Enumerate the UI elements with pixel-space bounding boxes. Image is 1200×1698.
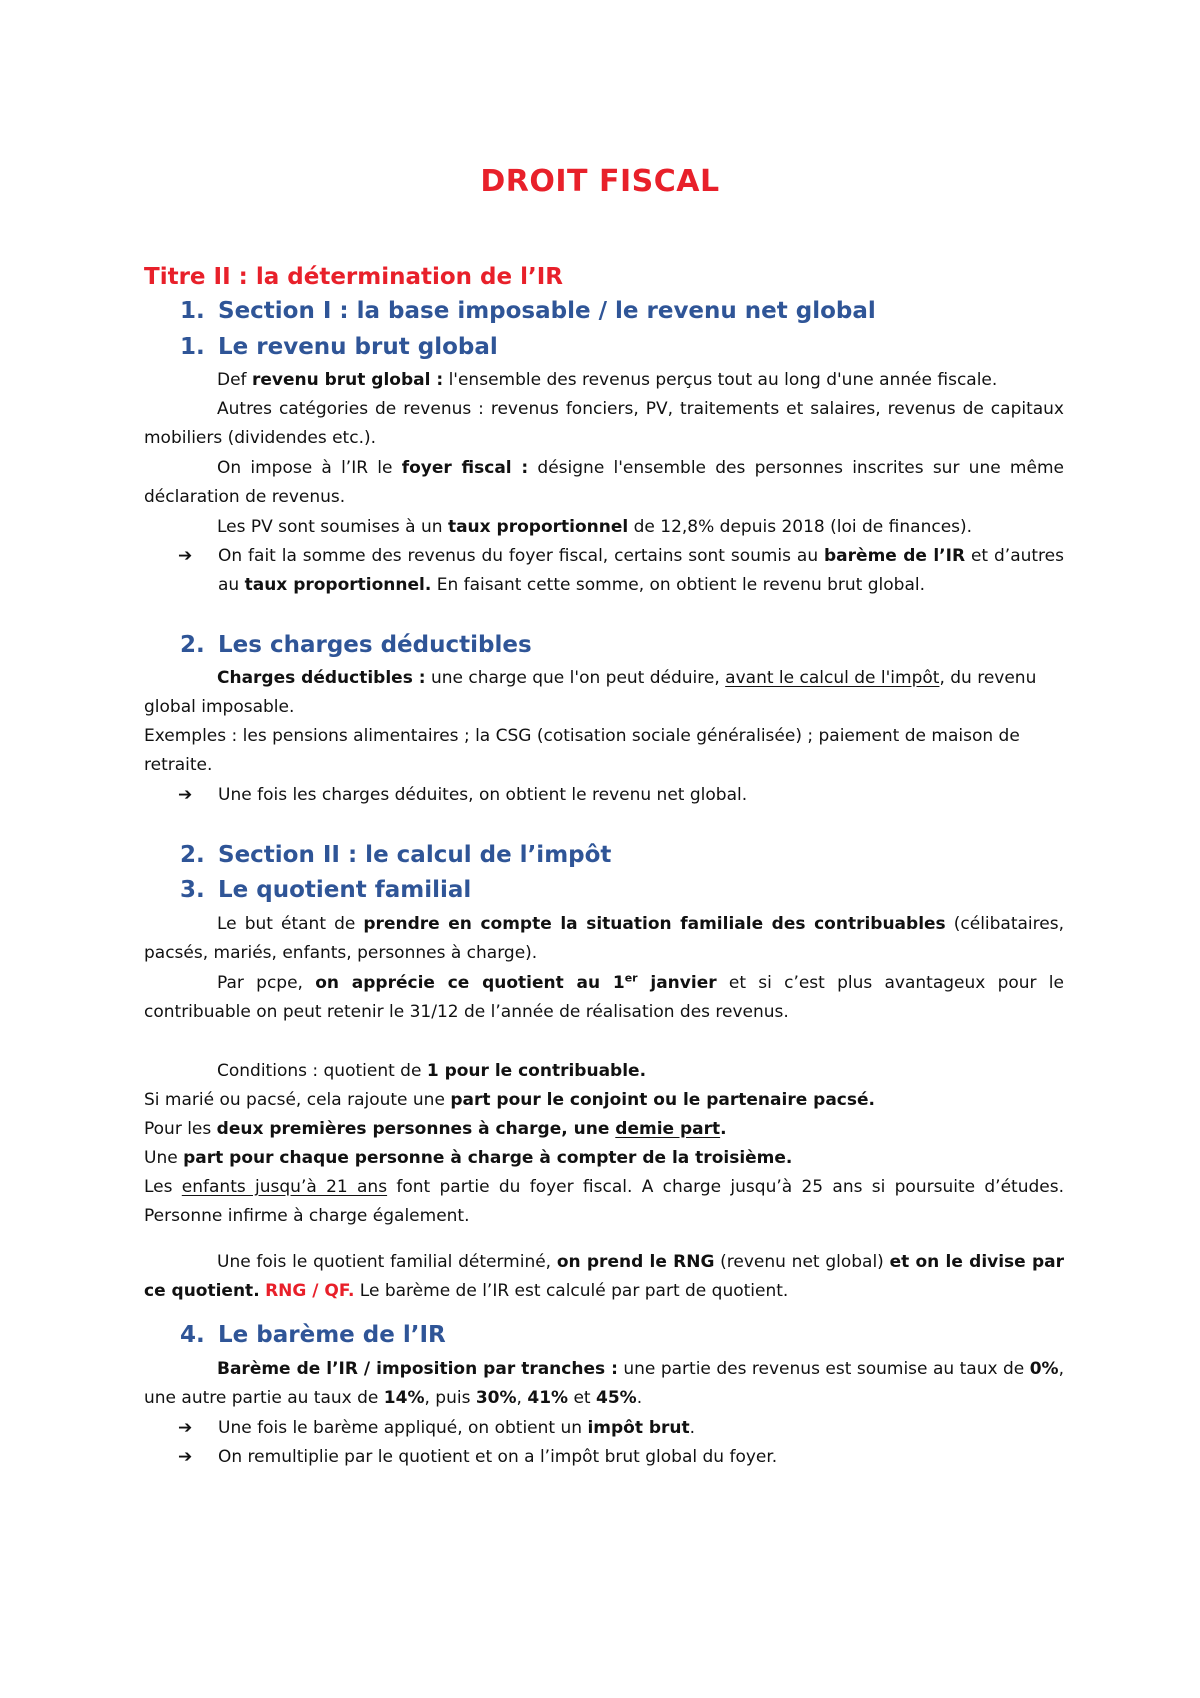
bold-term: deux premières personnes à charge, une	[216, 1119, 616, 1139]
bold-term: revenu brut global :	[251, 370, 444, 390]
red-formula: RNG / QF.	[265, 1281, 355, 1301]
text-run: , puis	[424, 1388, 476, 1408]
subsection-2-number: 2.	[180, 632, 205, 658]
titre-heading: Titre II : la détermination de l’IR	[144, 264, 564, 290]
bold-term: part pour chaque personne à charge à compter de la troisième.	[183, 1148, 793, 1168]
text-run: Def	[217, 370, 252, 390]
arrow-right-icon: ➔	[178, 1447, 193, 1467]
paragraph-bareme	[144, 1355, 1064, 1413]
arrow-bullet-text	[180, 1414, 1064, 1443]
subsection-3-heading	[180, 877, 471, 903]
text-run: une partie des revenus est soumise au taux de	[617, 1359, 1030, 1379]
paragraph-appreciation-quotient	[144, 969, 1064, 1027]
paragraph-def-revenu-brut	[144, 366, 1064, 395]
bold-term: 0%	[1029, 1359, 1059, 1379]
text-run: Si marié ou pacsé, cela rajoute une	[144, 1090, 451, 1110]
bold-term: 1 pour le contribuable.	[426, 1061, 647, 1081]
bold-term: prendre en compte la situation familiale des contribuables	[363, 914, 946, 934]
text-run: désigne l'ensemble des personnes inscrites sur une même déclaration de revenus.	[144, 458, 1064, 507]
paragraph-but-quotient	[144, 910, 1064, 968]
text-run: Les	[144, 1177, 182, 1197]
arrow-bullet-text: Une fois les charges déduites, on obtient le revenu net global.	[218, 785, 748, 805]
section-2-number: 2.	[180, 842, 205, 868]
section-1-number: 1.	[180, 298, 205, 324]
text-run: , du revenu global imposable.	[144, 668, 1037, 717]
subsection-4-label: Le barème de l’IR	[218, 1322, 446, 1348]
text-run: Par pcpe,	[217, 973, 316, 993]
paragraph-marie-pacse	[144, 1086, 1064, 1115]
arrow-bullet-charges-deduites	[180, 781, 1064, 810]
section-1-label: Section I : la base imposable / le revenu net global	[218, 298, 876, 324]
text-run: , une autre partie au taux de	[144, 1359, 1064, 1408]
section-1-heading	[180, 298, 876, 324]
arrow-bullet-somme	[180, 542, 1064, 600]
subsection-2-label: Les charges déductibles	[218, 632, 532, 658]
bold-term: 14%	[383, 1388, 425, 1408]
subsection-3-number: 3.	[180, 877, 205, 903]
subsection-1-label: Le revenu brut global	[218, 334, 498, 360]
text-run: On fait la somme des revenus du foyer fiscal, certains sont soumis au	[218, 546, 825, 566]
subsection-1-number: 1.	[180, 334, 205, 360]
bold-term: et on le divise par ce quotient.	[144, 1252, 1064, 1301]
bold-term: 30%	[475, 1388, 517, 1408]
bold-term: 41%	[527, 1388, 569, 1408]
underlined-text: avant le calcul de l'impôt	[725, 668, 940, 688]
arrow-bullet-text	[180, 542, 1064, 600]
bold-term: taux proportionnel.	[244, 575, 432, 595]
underlined-text: demie part	[615, 1119, 721, 1139]
bold-term: barème de l’IR	[824, 546, 966, 566]
text-run: Pour les	[144, 1119, 217, 1139]
bold-term: part pour le conjoint ou le partenaire pacsé.	[450, 1090, 875, 1110]
bold-term: .	[720, 1119, 727, 1139]
text-run: l'ensemble des revenus perçus tout au long d'une année fiscale.	[443, 370, 998, 390]
text-run: On impose à l’IR le	[217, 458, 402, 478]
section-2-label: Section II : le calcul de l’impôt	[218, 842, 612, 868]
paragraph-autres-categories: Autres catégories de revenus : revenus fonciers, PV, traitements et salaires, revenus de capitaux mobiliers (dividendes etc.).	[144, 399, 1064, 448]
paragraph-rng-qf	[144, 1248, 1064, 1306]
paragraph-conditions	[144, 1057, 1064, 1086]
superscript: er	[624, 971, 638, 985]
arrow-right-icon: ➔	[178, 546, 193, 566]
paragraph-pv	[144, 513, 1064, 542]
bold-term: on prend le RNG	[556, 1252, 715, 1272]
subsection-1-heading	[180, 334, 498, 360]
arrow-bullet-remultiplie	[180, 1443, 1064, 1472]
paragraph-deux-premieres	[144, 1115, 1064, 1144]
paragraph-foyer-fiscal	[144, 454, 1064, 512]
bold-term	[315, 973, 716, 993]
subsection-4-heading	[180, 1322, 446, 1348]
paragraph-exemples: Exemples : les pensions alimentaires ; la CSG (cotisation sociale généralisée) ; paiement de maison de retraite.	[144, 726, 1020, 775]
text-run: .	[636, 1388, 643, 1408]
arrow-right-icon: ➔	[178, 1418, 193, 1438]
text-run: une charge que l'on peut déduire,	[425, 668, 726, 688]
bold-term: impôt brut	[587, 1418, 690, 1438]
text-run: .	[689, 1418, 696, 1438]
text-run: Une	[144, 1148, 184, 1168]
text-run: Le but étant de	[217, 914, 364, 934]
text-run: ,	[516, 1388, 528, 1408]
text-run: (célibataires, pacsés, mariés, enfants, personnes à charge).	[144, 914, 1064, 963]
text-run: janvier	[637, 973, 717, 993]
text-run: et si c’est plus avantageux pour le contribuable on peut retenir le 31/12 de l’année de réalisation des revenus.	[144, 973, 1064, 1022]
text-run: on apprécie ce quotient au 1	[315, 973, 625, 993]
bold-term: Charges déductibles :	[217, 668, 426, 688]
text-run: font partie du foyer fiscal. A charge jusqu’à 25 ans si poursuite d’études. Personne infirme à charge également.	[144, 1177, 1064, 1226]
document-title: DROIT FISCAL	[480, 164, 720, 199]
text-run: En faisant cette somme, on obtient le revenu brut global.	[431, 575, 925, 595]
paragraph-enfants	[144, 1173, 1064, 1231]
bold-term: taux proportionnel	[447, 517, 629, 537]
underlined-text: enfants jusqu’à 21 ans	[181, 1177, 388, 1197]
text-run: Les PV sont soumises à un	[217, 517, 448, 537]
paragraph-troisieme	[144, 1144, 1064, 1173]
section-2-heading	[180, 842, 611, 868]
text-run: Une fois le barème appliqué, on obtient un	[218, 1418, 588, 1438]
text-run: (revenu net global)	[714, 1252, 890, 1272]
arrow-bullet-text: On remultiplie par le quotient et on a l’impôt brut global du foyer.	[218, 1447, 778, 1467]
text-run: Une fois le quotient familial déterminé,	[217, 1252, 557, 1272]
subsection-4-number: 4.	[180, 1322, 205, 1348]
text-run: Le barème de l’IR est calculé par part de quotient.	[354, 1281, 789, 1301]
text-run: Conditions : quotient de	[217, 1061, 427, 1081]
arrow-bullet-impot-brut	[180, 1414, 1064, 1443]
arrow-right-icon: ➔	[178, 785, 193, 805]
bold-term: Barème de l’IR / imposition par tranches :	[217, 1359, 618, 1379]
text-run: et d’autres au	[218, 546, 1064, 595]
subsection-3-label: Le quotient familial	[218, 877, 472, 903]
bold-term: foyer fiscal :	[401, 458, 529, 478]
text-run: et	[568, 1388, 596, 1408]
text-run: de 12,8% depuis 2018 (loi de finances).	[628, 517, 973, 537]
bold-term: 45%	[596, 1388, 637, 1408]
subsection-2-heading	[180, 632, 532, 658]
paragraph-charges-deductibles	[144, 664, 1064, 722]
